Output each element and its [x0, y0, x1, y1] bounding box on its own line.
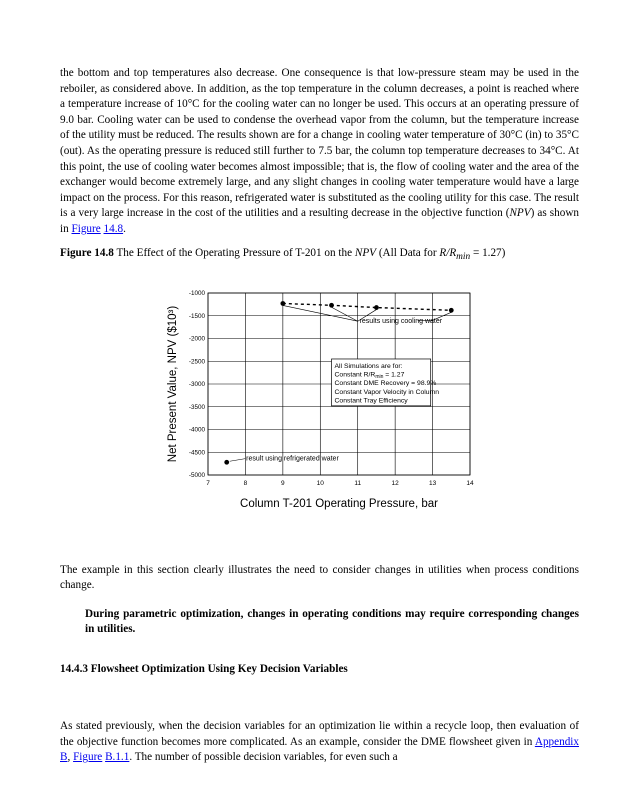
y-tick-label: -4000: [188, 426, 205, 434]
figure-chart: [60, 285, 579, 525]
figure-b11-link[interactable]: B.1.1: [105, 751, 130, 764]
paragraph-3-text: As stated previously, when the decision variables for an optimization lie within a recycle loop, then evaluation of the objective function becomes more complicated. As an example, consider the DME flowsheet given in: [60, 719, 579, 748]
refrigerated-leader: [230, 458, 246, 461]
y-tick-label: -3000: [188, 380, 205, 388]
paragraph-3-sep: ,: [67, 751, 74, 764]
caption-npv: NPV: [354, 246, 377, 259]
y-tick-label: -5000: [188, 471, 205, 479]
npv-italic: NPV: [509, 207, 531, 220]
data-point: [329, 303, 334, 308]
y-tick-label: -3500: [188, 403, 205, 411]
x-tick-label: 10: [316, 479, 324, 487]
note-line-3: Constant DME Recovery = 98.9%: [334, 379, 437, 387]
y-tick-label: -1000: [188, 289, 205, 297]
y-tick-label: -2000: [188, 335, 205, 343]
caption-sub: min: [456, 251, 471, 262]
x-tick-label: 12: [391, 479, 399, 487]
cooling-leader: [332, 307, 358, 321]
data-point: [374, 305, 379, 310]
x-tick-label: 9: [281, 479, 285, 487]
appendix-link[interactable]: Appendix: [534, 735, 579, 748]
x-tick-label: 7: [206, 479, 210, 487]
annotation-refrigerated: result using refrigerated water: [246, 455, 339, 463]
x-tick-label: 14: [466, 479, 474, 487]
note-line-1: All Simulations are for:: [334, 362, 403, 370]
y-axis-label: Net Present Value, NPV ($10³): [167, 305, 179, 462]
paragraph-1-mid: ) as shown in: [60, 207, 580, 235]
page: [60, 66, 579, 766]
figure-label: Figure 14.8: [60, 246, 114, 259]
figure-link[interactable]: Figure: [71, 222, 101, 235]
note-line-2a: Constant R/R: [334, 371, 376, 379]
cooling-water-series-line: [283, 303, 451, 310]
paragraph-1-text: the bottom and top temperatures also decrease. One consequence is that low-pressure steam may be used in the reboiler, as considered above. In addition, as the top temperature in the column decreases, a point is reached where a temperature increase of 10°C for the cooling water can no longer be used. This occurs at an operating pressure of 9.0 bar. Cooling water can be used to condense the overhead vapor from the column, but the temperature increase of the utility must be reduced. The results shown are for a change in cooling water temperature of 30°C (in) to 35°C (out). As the operating pressure is reduced still further to 7.5 bar, the column top temperature decreases to 34°C. At this point, the use of cooling water becomes almost impossible; that is, the flow of cooling water and the area of the exchanger would become extremely large, and any slight changes in cooling water temperature would have a large impact on the process. For this reason, refrigerated water is substituted as the cooling utility for this case. The result is a very large increase in the cost of the utilities and a resulting decrease in the objective function (: [60, 67, 579, 220]
figure-caption: [60, 246, 579, 265]
annotation-cooling: results using cooling water: [359, 317, 443, 325]
data-point: [280, 301, 285, 306]
y-tick-label: -1500: [188, 312, 205, 320]
x-tick-label: 8: [243, 479, 248, 487]
data-point: [449, 308, 454, 313]
callout-text: During parametric optimization, changes in operating conditions may require corresponding changes in utilities.: [85, 607, 579, 635]
paragraph-1-end: .: [123, 222, 126, 235]
y-tick-label: -4500: [188, 449, 205, 457]
caption-text: The Effect of the Operating Pressure of T-201 on the: [113, 246, 355, 259]
caption-rest: (All Data for: [376, 246, 440, 259]
paragraph-3: [60, 719, 579, 766]
note-line-2-sub: min: [375, 373, 384, 380]
chart-svg: [60, 285, 579, 525]
figure-number-link[interactable]: 14.8: [103, 222, 124, 235]
paragraph-2: The example in this section clearly illustrates the need to consider changes in utilities when process conditions change.: [60, 563, 579, 592]
data-point: [224, 460, 229, 465]
paragraph-1: [60, 66, 579, 238]
note-line-5: Constant Tray Efficiency: [334, 397, 408, 405]
appendix-b-link[interactable]: B: [60, 751, 68, 764]
x-axis-label: Column T-201 Operating Pressure, bar: [240, 497, 438, 510]
caption-value: = 1.27): [470, 246, 506, 259]
x-tick-label: 13: [428, 479, 437, 487]
paragraph-3-rest: . The number of possible decision variables, for even such a: [129, 751, 398, 764]
caption-r: R/R: [439, 246, 457, 259]
y-tick-label: -2500: [188, 358, 205, 366]
figure-b-link[interactable]: Figure: [73, 751, 103, 764]
x-tick-label: 11: [354, 479, 362, 487]
section-heading: 14.4.3 Flowsheet Optimization Using Key Decision Variables: [60, 662, 348, 675]
note-line-2b: = 1.27: [383, 371, 405, 379]
note-line-4: Constant Vapor Velocity in Column: [334, 388, 440, 396]
